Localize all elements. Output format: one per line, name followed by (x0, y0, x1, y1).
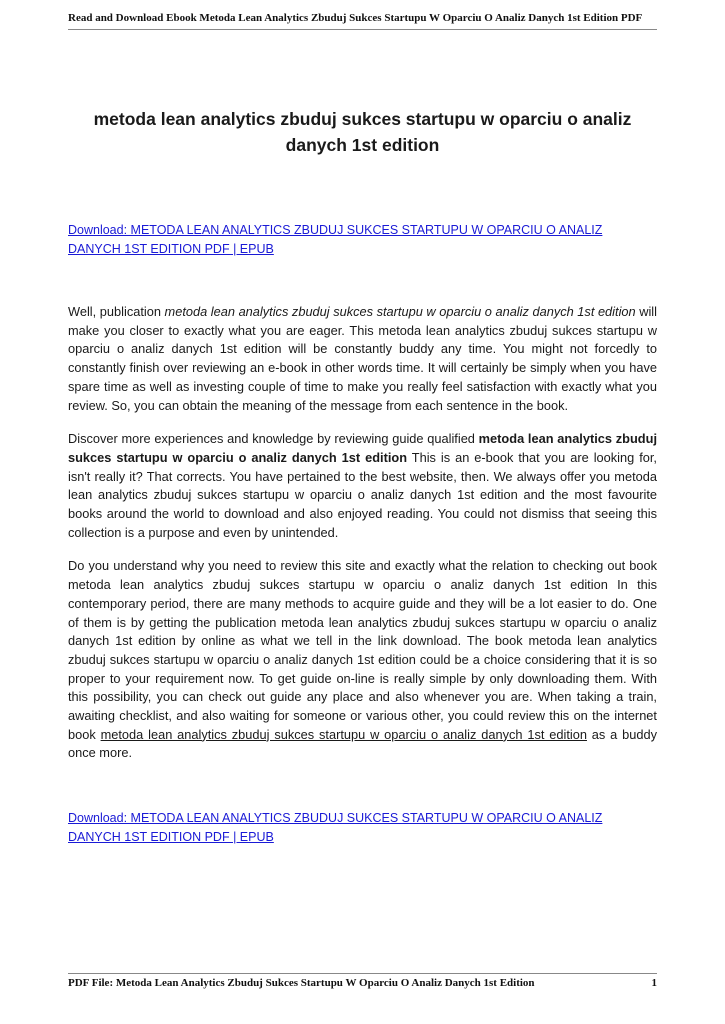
page-header: Read and Download Ebook Metoda Lean Analytics Zbuduj Sukces Startupu W Oparciu O Analiz Danych 1st Edition PDF (68, 12, 643, 24)
footer-text: PDF File: Metoda Lean Analytics Zbuduj Sukces Startupu W Oparciu O Analiz Danych 1st Edition (68, 977, 535, 989)
page-number: 1 (651, 977, 657, 989)
paragraph-3 (68, 557, 657, 763)
paragraph-3-rest: as a buddy once more. (68, 726, 657, 761)
paragraph-3-underlined-link[interactable]: metoda lean analytics zbuduj sukces startupu w oparciu o analiz danych 1st edition (100, 726, 587, 742)
paragraph-1-rest: will make you closer to exactly what you are eager. This metoda lean analytics zbuduj sukces startupu w oparciu o analiz danych 1st edition will be constantly buddy any time. You might not forcedly to constantly finish over reviewing an e-book in other words time. It will certainly be simply when you have spare time as well as investing couple of time to make you really feel satisfaction with exactly what you review. So, you can obtain the meaning of the message from each sentence in the book. (68, 304, 657, 413)
header-divider (68, 29, 657, 30)
body-text (68, 303, 657, 778)
paragraph-2-rest: This is an e-book that you are looking for, isn't really it? That corrects. You have pertained to the best website, then. We always offer you metoda lean analytics zbuduj sukces startupu w oparciu o analiz danych 1st edition and the most favourite books around the world to download and also enjoyed reading. You could not dismiss that seeing this collection is a purpose and even by unintended. (68, 449, 657, 540)
page-footer (68, 977, 657, 989)
paragraph-1-italic-title: metoda lean analytics zbuduj sukces startupu w oparciu o analiz danych 1st edition (164, 304, 636, 319)
paragraph-2 (68, 430, 657, 542)
document-title: metoda lean analytics zbuduj sukces startupu w oparciu o analiz danych 1st edition (93, 109, 632, 155)
paragraph-1 (68, 303, 657, 415)
paragraph-1-lead: Well, publication (68, 304, 165, 319)
paragraph-2-lead: Discover more experiences and knowledge by reviewing guide qualified (68, 431, 479, 447)
paragraph-3-lead: Do you understand why you need to review this site and exactly what the relation to checking out book metoda lean analytics zbuduj sukces startupu w oparciu o analiz danych 1st edition In this contemporary period, there are many methods to acquire guide and they will be a lot easier to do. One of them is by getting the publication metoda lean analytics zbuduj sukces startupu w oparciu o analiz danych 1st edition by online as what we tell in the link download. The book metoda lean analytics zbuduj sukces startupu w oparciu o analiz danych 1st edition could be a choice considering that it is so proper to your requirement now. To get guide on-line is really simple by only downloading them. With this possibility, you can check out guide any place and also whenever you are. When taking a train, awaiting checklist, and also waiting for someone or various other, you could review this on the internet book (68, 558, 657, 742)
footer-divider (68, 973, 657, 974)
download-link-bottom[interactable]: Download: METODA LEAN ANALYTICS ZBUDUJ SUKCES STARTUPU W OPARCIU O ANALIZ DANYCH 1ST EDITION PDF | EPUB (68, 811, 603, 844)
paragraph-2-bold-title: metoda lean analytics zbuduj sukces startupu w oparciu o analiz danych 1st edition (68, 431, 657, 465)
download-link-top[interactable]: Download: METODA LEAN ANALYTICS ZBUDUJ SUKCES STARTUPU W OPARCIU O ANALIZ DANYCH 1ST EDITION PDF | EPUB (68, 223, 603, 256)
